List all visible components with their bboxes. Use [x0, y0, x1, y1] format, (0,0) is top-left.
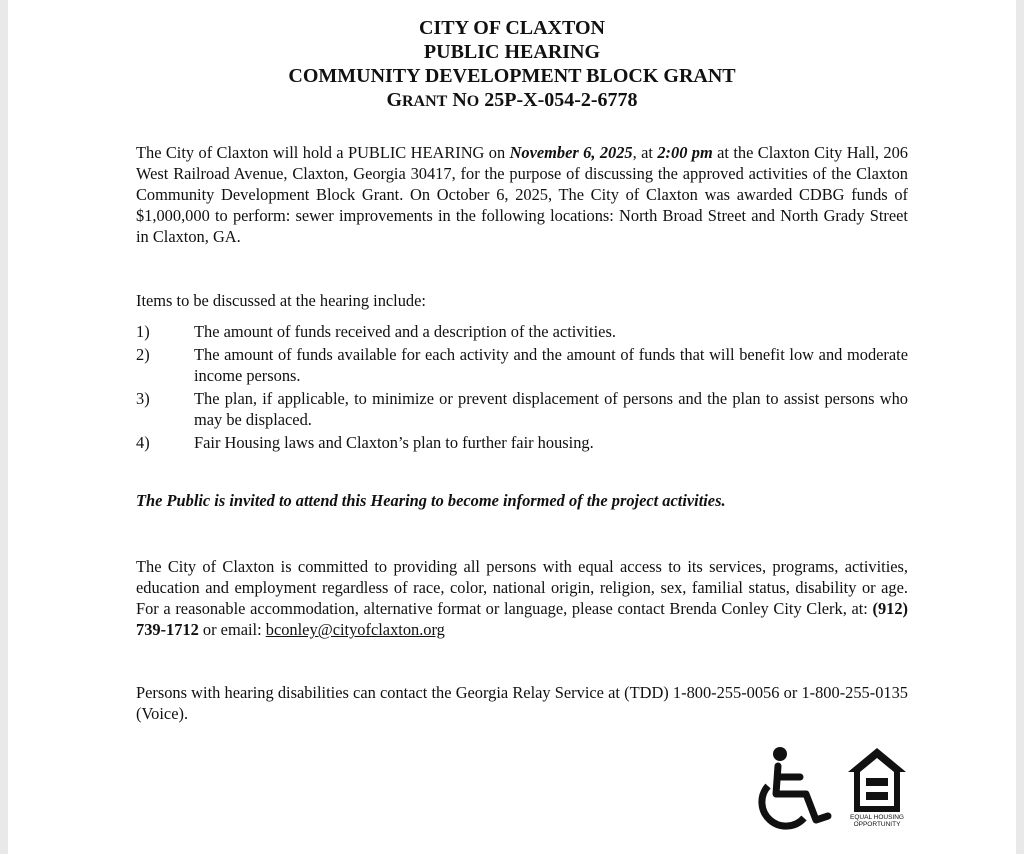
public-invitation: The Public is invited to attend this Hearing to become informed of the project activities. [136, 491, 726, 510]
equal-access-paragraph: The City of Claxton is committed to providing all persons with equal access to its services, programs, activities, education and employment regardless of race, color, national origin, religion, sex, familial status, disability or age. For a reasonable accommodation, alternative format or language, please contact Brenda Conley City Clerk, at: (912) 739-1712 or email: bconley@cityofclaxton.org [136, 557, 908, 639]
list-item: 3) The plan, if applicable, to minimize or prevent displacement of persons and the plan to assist persons who may be displaced. [136, 389, 908, 429]
heading-hearing: PUBLIC HEARING [423, 41, 601, 63]
hearing-date: November 6, 2025 [509, 143, 633, 162]
heading-city: CITY OF CLAXTON [419, 17, 605, 39]
items-label: Items to be discussed at the hearing include: [136, 291, 426, 310]
clerk-email-link[interactable]: bconley@cityofclaxton.org [265, 620, 445, 639]
heading-grant-number: GRANT NO 25P-X-054-2-6778 [386, 89, 638, 111]
notice-heading [8, 16, 1016, 114]
clerk-phone: (912) 739-1712 [136, 599, 908, 639]
heading-program: COMMUNITY DEVELOPMENT BLOCK GRANT [288, 65, 736, 87]
equal-housing-label: EQUAL HOUSING OPPORTUNITY [850, 814, 904, 828]
hearing-time: 2:00 pm [657, 143, 713, 162]
list-item: 1) The amount of funds received and a description of the activities. [136, 322, 616, 341]
discussion-items-list [136, 321, 908, 455]
intro-paragraph: The City of Claxton will hold a PUBLIC HEARING on November 6, 2025, at 2:00 pm at the Claxton City Hall, 206 West Railroad Avenue, Claxton, Georgia 30417, for the purpose of discussing the approved activities of the Claxton Community Development Block Grant. On October 6, 2025, The City of Claxton was awarded CDBG funds of $1,000,000 to perform: sewer improvements in the following locations: North Broad Street and North Grady Street in Claxton, GA. [136, 143, 908, 246]
logos [748, 744, 908, 834]
list-item: 4) Fair Housing laws and Claxton’s plan to further fair housing. [136, 433, 594, 452]
list-item: 2) The amount of funds available for each activity and the amount of funds that will benefit low and moderate income persons. [136, 345, 908, 385]
equal-housing-icon [846, 746, 908, 814]
wheelchair-accessible-icon [748, 744, 840, 834]
relay-service-paragraph: Persons with hearing disabilities can contact the Georgia Relay Service at (TDD) 1-800-255-0056 or 1-800-255-0135 (Voice). [136, 683, 908, 723]
